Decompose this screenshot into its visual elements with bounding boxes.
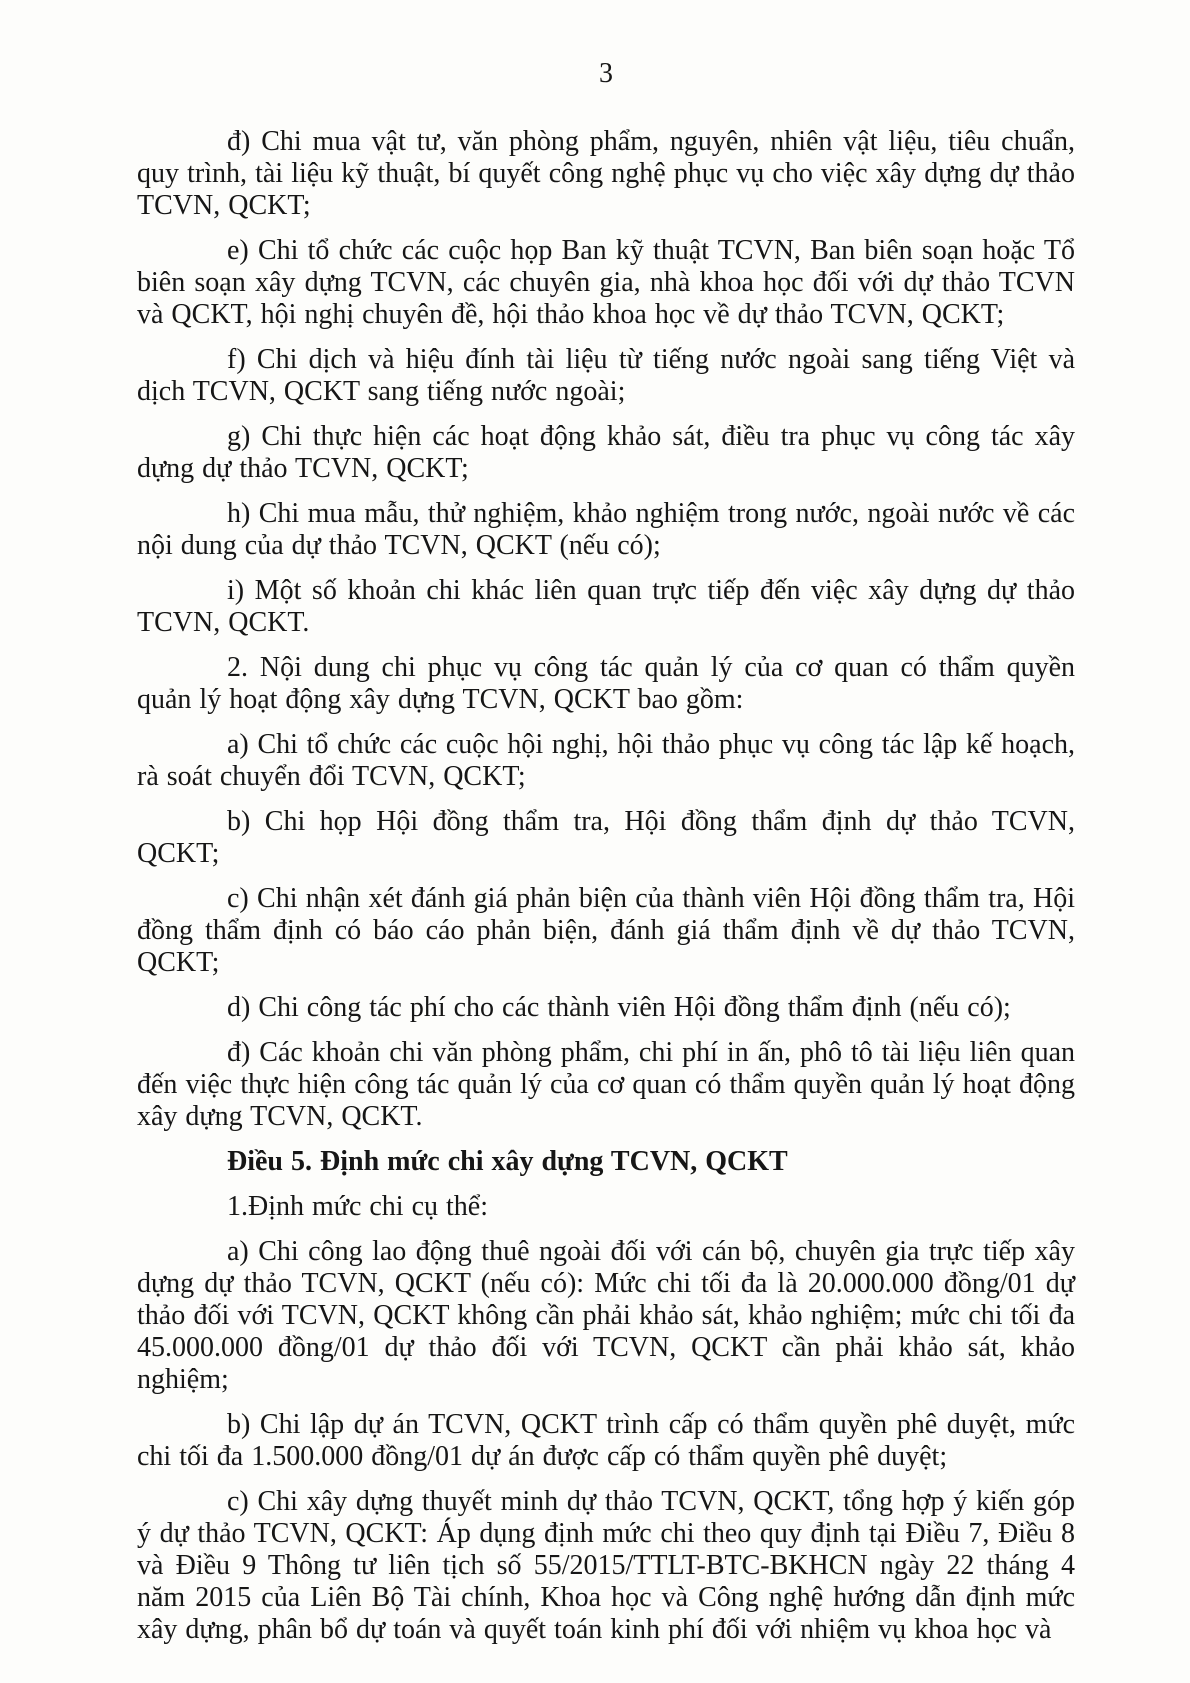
paragraph-item-d2: d) Chi công tác phí cho các thành viên Hội đồng thẩm định (nếu có); — [227, 992, 1011, 1023]
paragraph-item-i: i) Một số khoản chi khác liên quan trực tiếp đến việc xây dựng dự thảo TCVN, QCKT. — [137, 575, 1075, 638]
paragraph-item-a5: a) Chi công lao động thuê ngoài đối với cán bộ, chuyên gia trực tiếp xây dựng dự thảo TCVN, QCKT (nếu có): Mức chi tối đa là 20.000.000 đồng/01 dự thảo đối với TCVN, QCKT không cần phải khảo sát, khảo nghiệm; mức chi tối đa 45.000.000 đồng/01 dự thảo đối với TCVN, QCKT cần phải khảo sát, khảo nghiệm; — [137, 1236, 1075, 1395]
paragraph-item-c2: c) Chi nhận xét đánh giá phản biện của thành viên Hội đồng thẩm tra, Hội đồng thẩm định có báo cáo phản biện, đánh giá thẩm định về dự thảo TCVN, QCKT; — [137, 883, 1075, 978]
paragraph-item-b2: b) Chi họp Hội đồng thẩm tra, Hội đồng thẩm định dự thảo TCVN, QCKT; — [137, 806, 1075, 869]
paragraph-item-a2: a) Chi tổ chức các cuộc hội nghị, hội thảo phục vụ công tác lập kế hoạch, rà soát chuyển đổi TCVN, QCKT; — [137, 729, 1075, 792]
article-5-heading: Điều 5. Định mức chi xây dựng TCVN, QCKT — [227, 1146, 788, 1177]
paragraph-item-e: e) Chi tổ chức các cuộc họp Ban kỹ thuật TCVN, Ban biên soạn hoặc Tổ biên soạn xây dựng TCVN, các chuyên gia, nhà khoa học đối với dự thảo TCVN và QCKT, hội nghị chuyên đề, hội thảo khoa học về dự thảo TCVN, QCKT; — [137, 235, 1075, 330]
paragraph-item-dd2: đ) Các khoản chi văn phòng phẩm, chi phí in ấn, phô tô tài liệu liên quan đến việc thực hiện công tác quản lý của cơ quan có thẩm quyền quản lý hoạt động xây dựng TCVN, QCKT. — [137, 1037, 1075, 1132]
paragraph-item-c5: c) Chi xây dựng thuyết minh dự thảo TCVN, QCKT, tổng hợp ý kiến góp ý dự thảo TCVN, QCKT: Áp dụng định mức chi theo quy định tại Điều 7, Điều 8 và Điều 9 Thông tư liên tịch số 55/2015/TTLT-BTC-BKHCN ngày 22 tháng 4 năm 2015 của Liên Bộ Tài chính, Khoa học và Công nghệ hướng dẫn định mức xây dựng, phân bổ dự toán và quyết toán kinh phí đối với nhiệm vụ khoa học và — [137, 1486, 1075, 1645]
paragraph-item-g: g) Chi thực hiện các hoạt động khảo sát, điều tra phục vụ công tác xây dựng dự thảo TCVN, QCKT; — [137, 421, 1075, 484]
paragraph-item-h: h) Chi mua mẫu, thử nghiệm, khảo nghiệm trong nước, ngoài nước về các nội dung của dự thảo TCVN, QCKT (nếu có); — [137, 498, 1075, 561]
paragraph-item-b5: b) Chi lập dự án TCVN, QCKT trình cấp có thẩm quyền phê duyệt, mức chi tối đa 1.500.000 đồng/01 dự án được cấp có thẩm quyền phê duyệt; — [137, 1409, 1075, 1472]
paragraph-clause-2: 2. Nội dung chi phục vụ công tác quản lý của cơ quan có thẩm quyền quản lý hoạt động xây dựng TCVN, QCKT bao gồm: — [137, 652, 1075, 715]
document-body — [137, 126, 1075, 1659]
paragraph-clause-1: 1.Định mức chi cụ thể: — [227, 1191, 489, 1222]
paragraph-item-f: f) Chi dịch và hiệu đính tài liệu từ tiếng nước ngoài sang tiếng Việt và dịch TCVN, QCKT sang tiếng nước ngoài; — [137, 344, 1075, 407]
page-number: 3 — [599, 58, 613, 89]
paragraph-item-d1: đ) Chi mua vật tư, văn phòng phẩm, nguyên, nhiên vật liệu, tiêu chuẩn, quy trình, tài liệu kỹ thuật, bí quyết công nghệ phục vụ cho việc xây dựng dự thảo TCVN, QCKT; — [137, 126, 1075, 221]
